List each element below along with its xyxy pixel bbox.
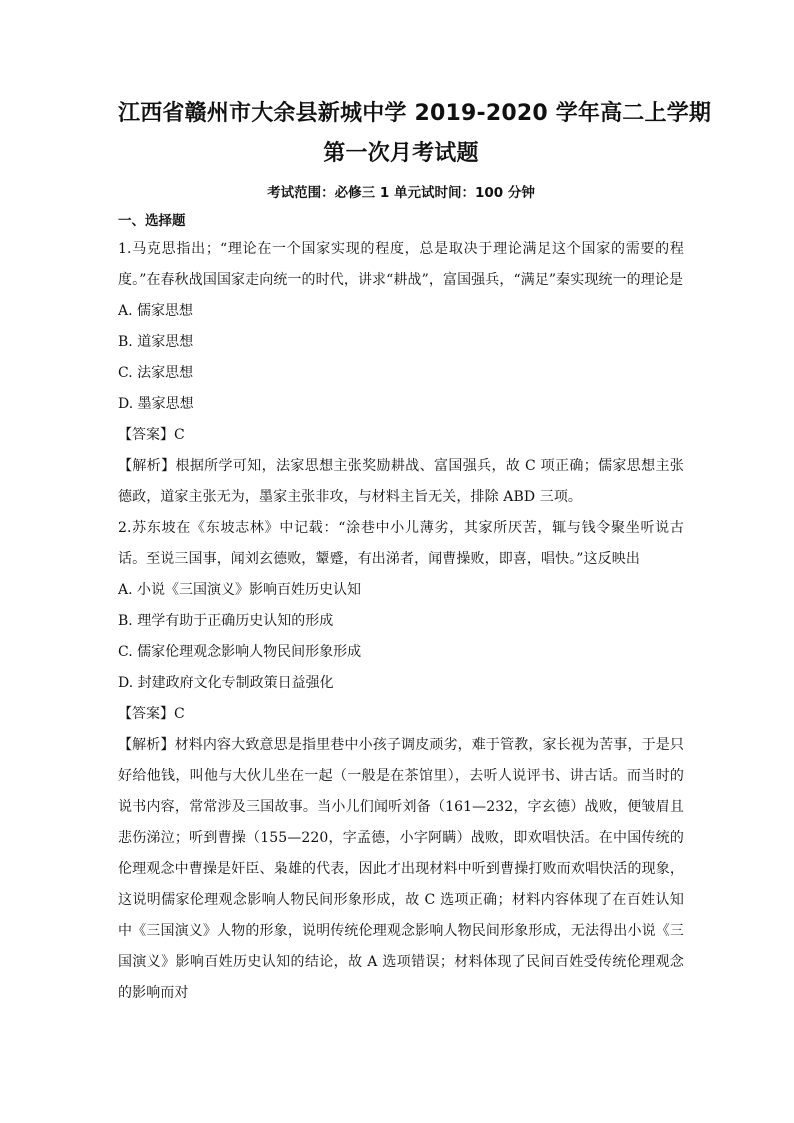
q2-answer: 【答案】C: [118, 706, 185, 722]
q1-option-a: A. 儒家思想: [118, 303, 194, 319]
doc-title-line-1: 江西省赣州市大余县新城中学 2019-2020 学年高二上学期: [118, 101, 712, 126]
q2-option-a: A. 小说《三国演义》影响百姓历史认知: [118, 582, 362, 598]
q2-analysis: 【解析】材料内容大致意思是指里巷中小孩子调皮顽劣，难于管教，家长视为苦事，于是只好给他钱，叫他与大伙儿坐在一起（一般是在茶馆里），去听人说评书、讲古话。而当时的说书内容，常常涉及三国故事。当小儿们闻听刘备（161—232，字玄德）战败，便皱眉且悲伤涕泣；听到曹操（155—220，字孟德，小字阿瞒）战败，即欢唱快活。在中国传统的伦理观念中曹操是奸臣、枭雄的代表，因此才出现材料中听到曹操打败而欢唱快活的现象，这说明儒家伦理观念影响人物民间形象形成，故 C 选项正确；材料内容体现了在百姓认知中《三国演义》人物的形象，说明传统伦理观念影响人物民间形象形成，无法得出小说《三国演义》影响百姓历史认知的结论，故 A 选项错误；材料体现了民间百姓受传统伦理观念的影响而对: [118, 737, 684, 1001]
doc-title-line-2: 第一次月考试题: [323, 141, 479, 166]
exam-meta: 考试范围：必修三 1 单元试时间：100 分钟: [267, 185, 535, 201]
q1-answer: 【答案】C: [118, 427, 185, 443]
q1-option-b: B. 道家思想: [118, 334, 194, 350]
q1-analysis: 【解析】根据所学可知，法家思想主张奖励耕战、富国强兵，故 C 项正确；儒家思想主张德政，道家主张无为，墨家主张非攻，与材料主旨无关，排除 ABD 三项。: [118, 458, 684, 505]
q1-option-c: C. 法家思想: [118, 365, 194, 381]
q2-option-d: D. 封建政府文化专制政策日益强化: [118, 675, 334, 691]
section-heading: 一、选择题: [118, 213, 186, 229]
q2-option-c: C. 儒家伦理观念影响人物民间形象形成: [118, 644, 362, 660]
q1-option-d: D. 墨家思想: [118, 396, 194, 412]
q1-stem: 1.马克思指出；“理论在一个国家实现的程度，总是取决于理论满足这个国家的需要的程度。”在春秋战国国家走向统一的时代，讲求“耕战”，富国强兵，“满足”秦实现统一的理论是: [118, 241, 684, 288]
document-page: [118, 94, 712, 1009]
q2-stem: 2.苏东坡在《东坡志林》中记载：“涂巷中小儿薄劣，其家所厌苦，辄与钱令聚坐听说古话。至说三国事，闻刘玄德败，颦蹙，有出涕者，闻曹操败，即喜，唱快。”这反映出: [118, 520, 684, 567]
q2-option-b: B. 理学有助于正确历史认知的形成: [118, 613, 334, 629]
